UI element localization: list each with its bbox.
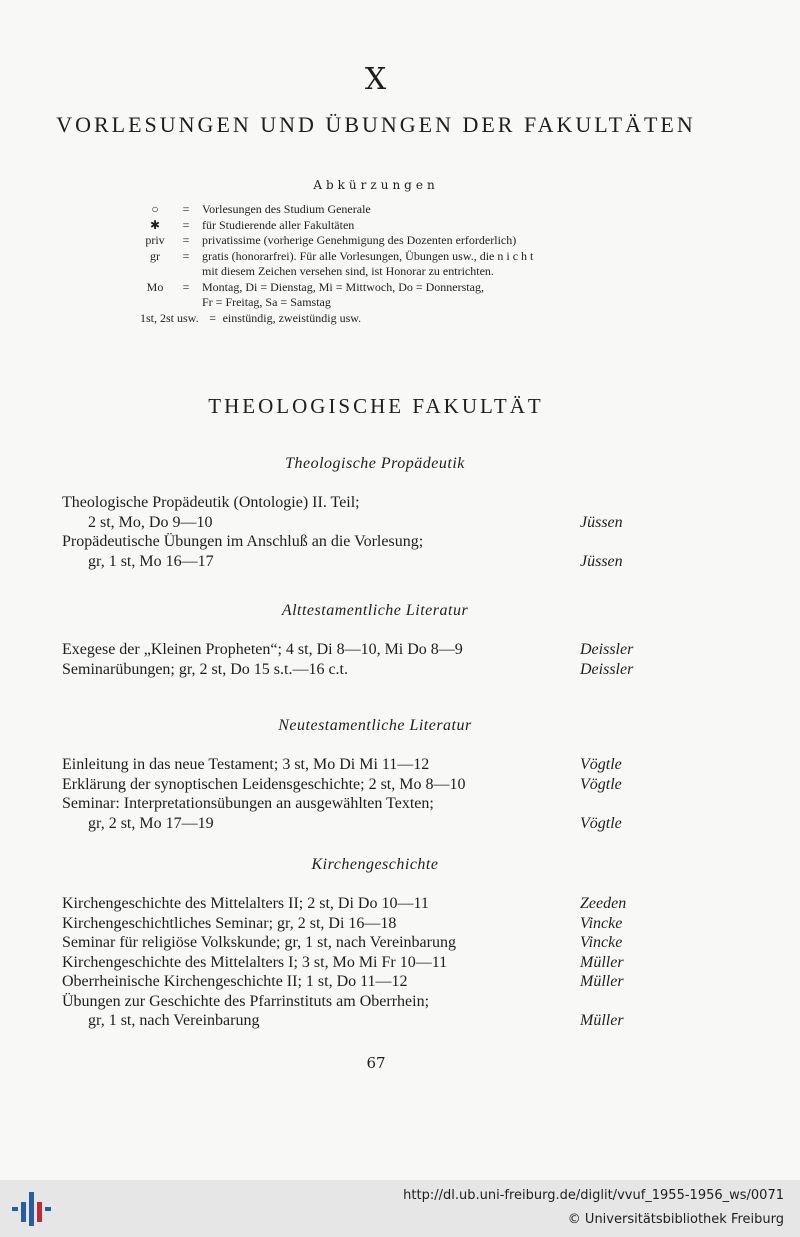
abbreviation-row xyxy=(140,311,620,327)
course-schedule: gr, 2 st, Mo 17—19 xyxy=(88,814,214,832)
section-title: Kirchengeschichte xyxy=(311,856,439,873)
faculty-title: THEOLOGISCHE FAKULTÄT xyxy=(208,394,544,418)
course-lecturer: Zeeden xyxy=(580,895,627,912)
course-lecturer: Deissler xyxy=(580,660,634,678)
abbreviation-row xyxy=(140,233,620,249)
abbreviation-description: für Studierende aller Fakultäten xyxy=(202,217,355,232)
abbreviation-description: Vorlesungen des Studium Generale xyxy=(202,202,371,216)
course-lecturer: Vincke xyxy=(580,934,623,951)
course-lecturer: Vögtle xyxy=(580,775,622,793)
viewer-footer xyxy=(0,1180,800,1237)
course-lecturer: Müller xyxy=(580,1012,624,1029)
section-title: Theologische Propädeutik xyxy=(285,455,465,472)
chapter-numeral: X xyxy=(364,62,388,97)
abbreviations-list xyxy=(140,202,620,326)
abbreviation-continuation: mit diesem Zeichen versehen sind, ist Honorar zu entrichten. xyxy=(202,264,494,278)
course-entry xyxy=(62,933,642,953)
abbreviation-equals: = xyxy=(182,217,190,232)
course-title: Kirchengeschichte des Mittelalters II; 2 st, Di Do 10—11 xyxy=(62,895,429,912)
course-title: Erklärung der synoptischen Leidensgeschichte; 2 st, Mo 8—10 xyxy=(62,775,466,793)
abbreviations-heading: Abkürzungen xyxy=(313,178,439,192)
course-title: Seminar: Interpretationsübungen an ausgewählten Texten; xyxy=(62,795,434,812)
abbreviation-symbol: gr xyxy=(150,248,160,263)
course-entry xyxy=(62,953,642,973)
abbreviation-equals: = xyxy=(182,279,190,294)
abbreviation-symbol: 1st, 2st usw. xyxy=(140,310,199,325)
course-entry xyxy=(62,755,642,775)
course-schedule: 2 st, Mo, Do 9—10 xyxy=(88,513,213,531)
course-lecturer: Jüssen xyxy=(580,552,623,570)
course-entry xyxy=(62,775,642,795)
abbreviation-symbol: Mo xyxy=(146,279,164,294)
section-theologische-propaedeutik xyxy=(62,455,642,571)
course-schedule: gr, 1 st, nach Vereinbarung xyxy=(88,1012,260,1029)
course-title: Seminar für religiöse Volkskunde; gr, 1 st, nach Vereinbarung xyxy=(62,934,456,951)
course-lecturer: Vögtle xyxy=(580,814,622,832)
abbreviation-symbol: ○ xyxy=(151,202,159,216)
course-schedule: gr, 1 st, Mo 16—17 xyxy=(88,552,214,570)
abbreviation-description: einstündig, zweistündig usw. xyxy=(222,310,362,325)
course-lecturer: Müller xyxy=(580,973,624,990)
copyright-notice: © Universitätsbibliothek Freiburg xyxy=(567,1212,784,1227)
abbreviation-row xyxy=(140,202,620,218)
course-entry xyxy=(62,532,642,571)
abbreviation-symbol: priv xyxy=(145,233,165,247)
course-title: Propädeutische Übungen im Anschluß an die Vorlesung; xyxy=(62,533,424,550)
abbreviation-symbol: ✱ xyxy=(149,217,161,232)
course-entry xyxy=(62,640,642,660)
course-lecturer: Deissler xyxy=(580,641,634,658)
section-neutestamentliche-literatur xyxy=(62,717,642,833)
course-entry xyxy=(62,972,642,992)
abbreviation-equals: = xyxy=(209,310,216,325)
course-entry xyxy=(62,914,642,934)
course-title: Kirchengeschichtliches Seminar; gr, 2 st, Di 16—18 xyxy=(62,914,397,932)
abbreviation-description: Montag, Di = Dienstag, Mi = Mittwoch, Do = Donnerstag, xyxy=(202,279,484,294)
course-title: Seminarübungen; gr, 2 st, Do 15 s.t.—16 c.t. xyxy=(62,660,348,678)
course-entry xyxy=(62,493,642,532)
course-entry xyxy=(62,894,642,914)
section-alttestamentliche-literatur xyxy=(62,602,642,679)
page-number: 67 xyxy=(366,1054,386,1072)
abbreviation-equals: = xyxy=(182,233,190,247)
course-lecturer: Müller xyxy=(580,953,624,971)
abbreviation-description: gratis (honorarfrei). Für alle Vorlesungen, Übungen usw., die n i c h t xyxy=(202,248,534,263)
abbreviation-row xyxy=(140,280,620,296)
course-title: Exegese der „Kleinen Propheten“; 4 st, Di 8—10, Mi Do 8—9 xyxy=(62,641,463,658)
abbreviation-continuation: Fr = Freitag, Sa = Samstag xyxy=(202,295,331,309)
abbreviation-description: privatissime (vorherige Genehmigung des Dozenten erforderlich) xyxy=(202,233,517,247)
course-lecturer: Vincke xyxy=(580,914,623,932)
course-lecturer: Vögtle xyxy=(580,756,622,773)
permalink-url[interactable]: http://dl.ub.uni-freiburg.de/diglit/vvuf_1955-1956_ws/0071 xyxy=(403,1188,784,1203)
course-entry xyxy=(62,660,642,680)
section-title: Alttestamentliche Literatur xyxy=(281,602,469,619)
abbreviation-equals: = xyxy=(182,202,190,216)
course-title: Oberrheinische Kirchengeschichte II; 1 st, Do 11—12 xyxy=(62,973,408,990)
abbreviation-row xyxy=(140,218,620,234)
abbreviation-row xyxy=(140,249,620,265)
course-title: Einleitung in das neue Testament; 3 st, Mo Di Mi 11—12 xyxy=(62,756,430,773)
course-title: Theologische Propädeutik (Ontologie) II. Teil; xyxy=(62,494,360,511)
abbreviation-equals: = xyxy=(182,248,190,263)
chapter-title: VORLESUNGEN UND ÜBUNGEN DER FAKULTÄTEN xyxy=(56,112,696,137)
course-entry xyxy=(62,992,642,1031)
course-entry xyxy=(62,794,642,833)
course-title: Übungen zur Geschichte des Pfarrinstituts am Oberrhein; xyxy=(62,992,430,1010)
course-title: Kirchengeschichte des Mittelalters I; 3 st, Mo Mi Fr 10—11 xyxy=(62,953,448,971)
section-title: Neutestamentliche Literatur xyxy=(278,717,472,734)
section-kirchengeschichte xyxy=(62,856,642,1031)
course-lecturer: Jüssen xyxy=(580,513,623,531)
ub-freiburg-logo-icon xyxy=(12,1190,52,1228)
